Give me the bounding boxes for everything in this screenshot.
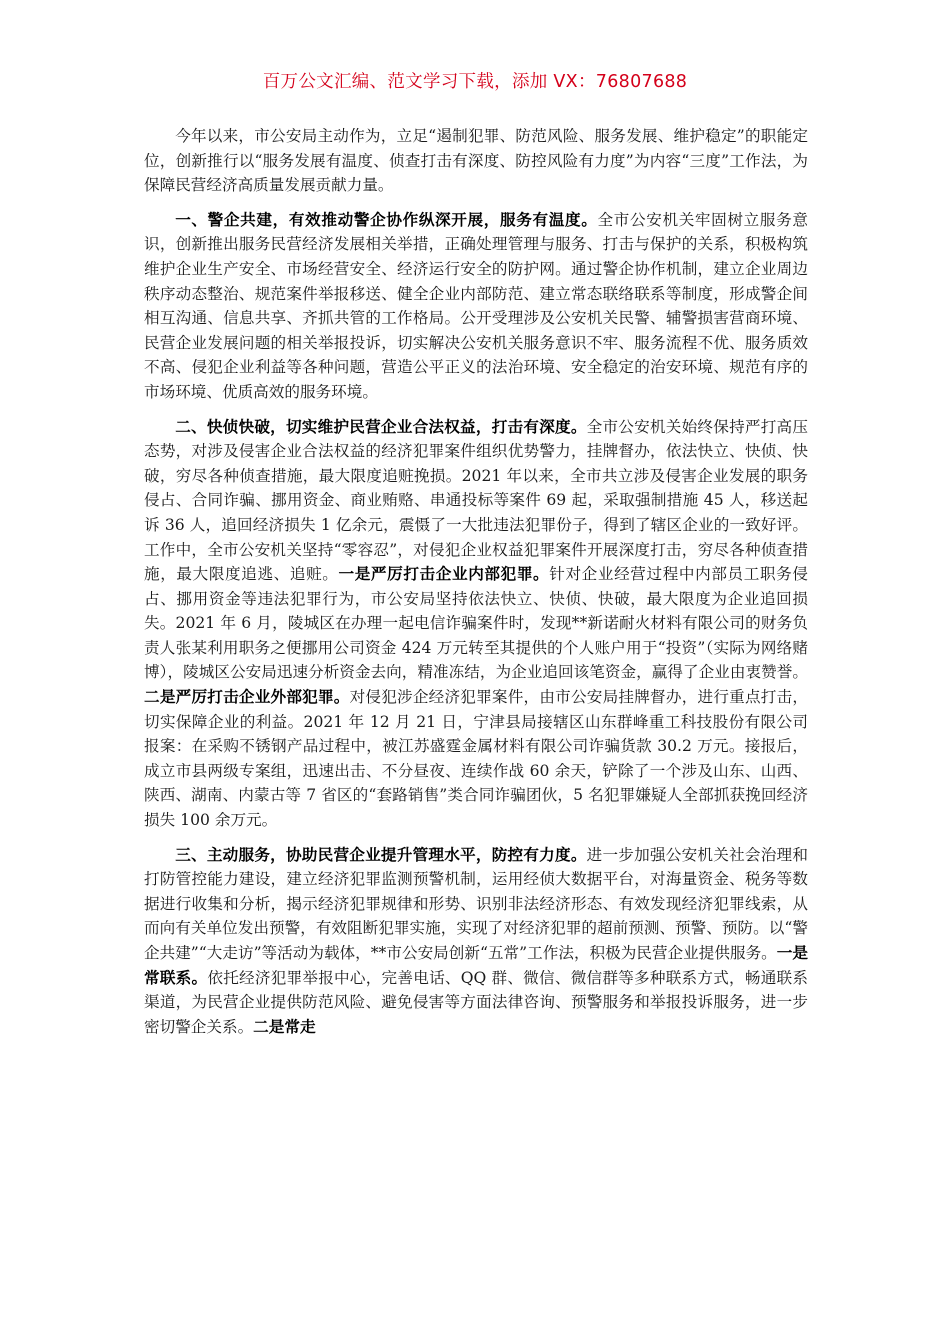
article-body	[144, 124, 808, 1049]
section-2-body-2: 针对企业经营过程中内部员工职务侵占、挪用资金等违法犯罪行为，市公安局坚持依法快立、快侦、快破，最大限度为企业追回损失。2021 年 6 月，陵城区在办理一起电信诈骗案件时，发现**新诺耐火材料有限公司的财务负责人张某利用职务之便挪用公司资金 424 万元转至其提供的个人账户用于“投资”（实际为网络赌博），陵城区公安局迅速分析资金去向，精准冻结，为企业追回该笔资金，赢得了企业由衷赞誉。	[144, 565, 808, 682]
section-3-body-1: 进一步加强公安机关社会治理和打防管控能力建设，建立经济犯罪监测预警机制，运用经侦大数据平台，对海量资金、税务等数据进行收集和分析，揭示经济犯罪规律和形势、识别非法经济形态、有效发现经济犯罪线索，从而向有关单位发出预警，有效阻断犯罪实施，实现了对经济犯罪的超前预测、预警、预防。以“警企共建”“大走访”等活动为载体，**市公安局创新“五常”工作法，积极为民营企业提供服务。	[144, 845, 808, 962]
section-2-body-1: 全市公安机关始终保持严打高压态势，对涉及侵害企业合法权益的经济犯罪案件组织优势警力，挂牌督办，依法快立、快侦、快破，穷尽各种侦查措施，最大限度追赃挽损。2021 年以来，全市共立涉及侵害企业发展的职务侵占、合同诈骗、挪用资金、商业贿赂、串通投标等案件 69 起，采取强制措施 45 人，移送起诉 36 人，追回经济损失 1 亿余元，震慑了一大批违法犯罪份子，得到了辖区企业的一致好评。工作中，全市公安机关坚持“零容忍”，对侵犯企业权益犯罪案件开展深度打击，穷尽各种侦查措施，最大限度追逃、追赃。	[144, 417, 808, 584]
section-2-paragraph	[144, 415, 808, 833]
section-2-heading: 二、快侦快破，切实维护民营企业合法权益，打击有深度。	[175, 416, 587, 436]
header-watermark-text: 百万公文汇编、范文学习下载，添加 VX：76807688	[262, 72, 688, 92]
section-1-body: 全市公安机关牢固树立服务意识，创新推出服务民营经济发展相关举措，正确处理管理与服务、打击与保护的关系，积极构筑维护企业生产安全、市场经营安全、经济运行安全的防护网。通过警企协作机制，建立企业周边秩序动态整治、规范案件举报移送、健全企业内部防范、建立常态联络联系等制度，形成警企间相互沟通、信息共享、齐抓共管的工作格局。公开受理涉及公安机关民警、辅警损害营商环境、民营企业发展问题的相关举报投诉，切实解决公安机关服务意识不牢、服务流程不优、服务质效不高、侵犯企业利益等各种问题，营造公平正义的法治环境、安全稳定的治安环境、规范有序的市场环境、优质高效的服务环境。	[144, 210, 808, 401]
intro-paragraph: 今年以来，市公安局主动作为，立足“遏制犯罪、防范风险、服务发展、维护稳定”的职能定位，创新推行以“服务发展有温度、侦查打击有深度、防控风险有力度”为内容“三度”工作法，为保障民营经济高质量发展贡献力量。	[144, 127, 808, 195]
section-2-point-1: 一是严厉打击企业内部犯罪。	[338, 564, 550, 584]
section-3-point-2: 二是常走	[253, 1016, 316, 1036]
section-3-body-2: 依托经济犯罪举报中心，完善电话、QQ 群、微信、微信群等多种联系方式，畅通联系渠道，为民营企业提供防范风险、避免侵害等方面法律咨询、预警服务和举报投诉服务，进一步密切警企关系。	[144, 968, 808, 1036]
section-3-paragraph	[144, 843, 808, 1040]
section-3-point-1: 一是常联系。	[144, 943, 808, 987]
section-3-heading: 三、主动服务，协助民营企业提升管理水平，防控有力度。	[175, 844, 587, 864]
section-2-point-2: 二是严厉打击企业外部犯罪。	[144, 687, 350, 707]
section-1-paragraph	[144, 208, 808, 405]
section-1-heading: 一、警企共建，有效推动警企协作纵深开展，服务有温度。	[175, 209, 598, 229]
section-2-body-3: 对侵犯涉企经济犯罪案件，由市公安局挂牌督办，进行重点打击，切实保障企业的利益。2021 年 12 月 21 日，宁津县局接辖区山东群峰重工科技股份有限公司报案：在采购不锈钢产品过程中，被江苏盛霆金属材料有限公司诈骗货款 30.2 万元。接报后，成立市县两级专案组，迅速出击、不分昼夜、连续作战 60 余天，铲除了一个涉及山东、山西、陕西、湖南、内蒙古等 7 省区的“套路销售”类合同诈骗团伙，5 名犯罪嫌疑人全部抓获挽回经济损失 100 余万元。	[144, 688, 808, 830]
